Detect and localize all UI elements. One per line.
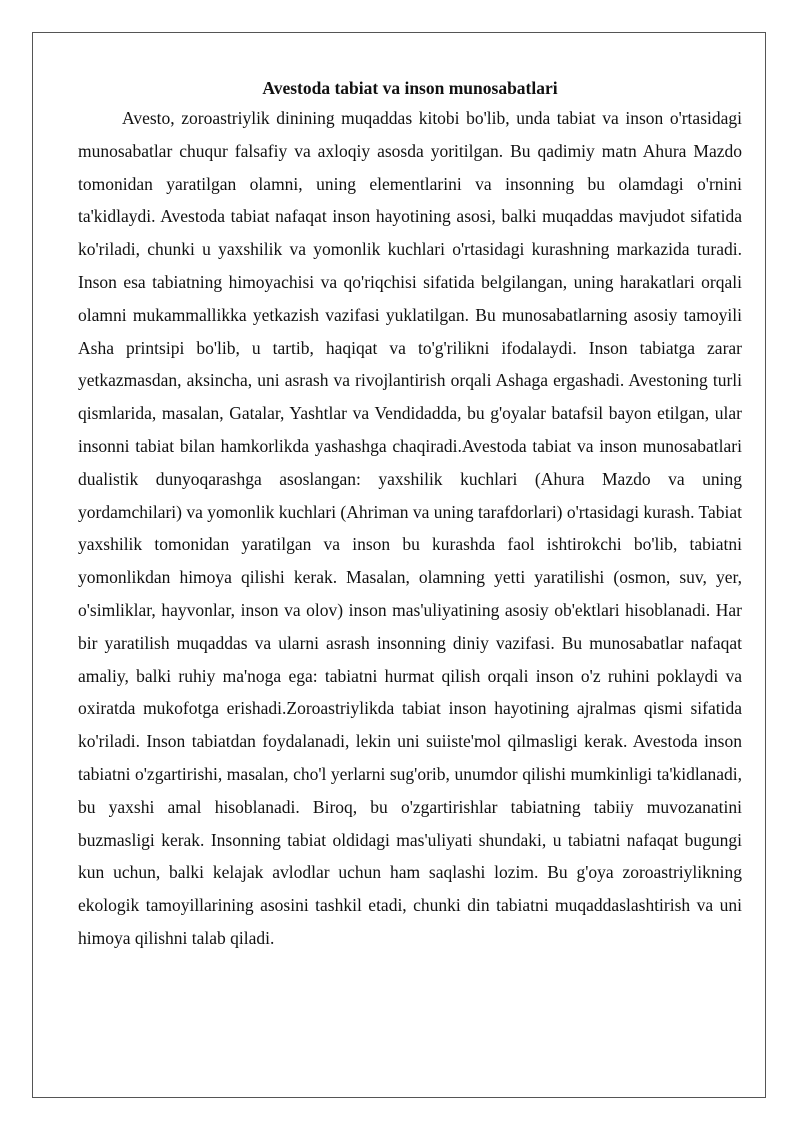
document-title: Avestoda tabiat va inson munosabatlari	[262, 78, 558, 98]
document-body	[78, 74, 742, 955]
body-paragraph: Avesto, zoroastriylik dinining muqaddas kitobi bo'lib, unda tabiat va inson o'rtasidagi munosabatlar chuqur falsafiy va axloqiy asosda yoritilgan. Bu qadimiy matn Ahura Mazdo tomonidan yaratilgan olamni, uning elementlarini va insonning bu olamdagi o'rnini ta'kidlaydi. Avestoda tabiat nafaqat inson hayotining asosi, balki muqaddas mavjudot sifatida ko'riladi, chunki u yaxshilik va yomonlik kuchlari o'rtasidagi kurashning markazida turadi. Inson esa tabiatning himoyachisi va qo'riqchisi sifatida belgilangan, uning harakatlari orqali olamni mukammallikka yetkazish vazifasi yuklatilgan. Bu munosabatlarning asosiy tamoyili Asha printsipi bo'lib, u tartib, haqiqat va to'g'rilikni ifodalaydi. Inson tabiatga zarar yetkazmasdan, aksincha, uni asrash va rivojlantirish orqali Ashaga ergashadi. Avestoning turli qismlarida, masalan, Gatalar, Yashtlar va Vendidadda, bu g'oyalar batafsil bayon etilgan, ular insonni tabiat bilan hamkorlikda yashashga chaqiradi.Avestoda tabiat va inson munosabatlari dualistik dunyoqarashga asoslangan: yaxshilik kuchlari (Ahura Mazdo va uning yordamchilari) va yomonlik kuchlari (Ahriman va uning tarafdorlari) o'rtasidagi kurash. Tabiat yaxshilik tomonidan yaratilgan va inson bu kurashda faol ishtirokchi bo'lib, tabiatni yomonlikdan himoya qilishi kerak. Masalan, olamning yetti yaratilishi (osmon, suv, yer, o'simliklar, hayvonlar, inson va olov) inson mas'uliyatining asosiy ob'ektlari hisoblanadi. Har bir yaratilish muqaddas va ularni asrash insonning diniy vazifasi. Bu munosabatlar nafaqat amaliy, balki ruhiy ma'noga ega: tabiatni hurmat qilish orqali inson o'z ruhini poklaydi va oxiratda mukofotga erishadi.Zoroastriylikda tabiat inson hayotining ajralmas qismi sifatida ko'riladi. Inson tabiatdan foydalanadi, lekin uni suiiste'mol qilmasligi kerak. Avestoda inson tabiatni o'zgartirishi, masalan, cho'l yerlarni sug'orib, unumdor qilishi mumkinligi ta'kidlanadi, bu yaxshi amal hisoblanadi. Biroq, bu o'zgartirishlar tabiatning tabiiy muvozanatini buzmasligi kerak. Insonning tabiat oldidagi mas'uliyati shundaki, u tabiatni nafaqat bugungi kun uchun, balki kelajak avlodlar uchun ham saqlashi lozim. Bu g'oya zoroastriylikning ekologik tamoyillarining asosini tashkil etadi, chunki din tabiatni muqaddaslashtirish va uni himoya qilishni talab qiladi.	[78, 108, 742, 948]
